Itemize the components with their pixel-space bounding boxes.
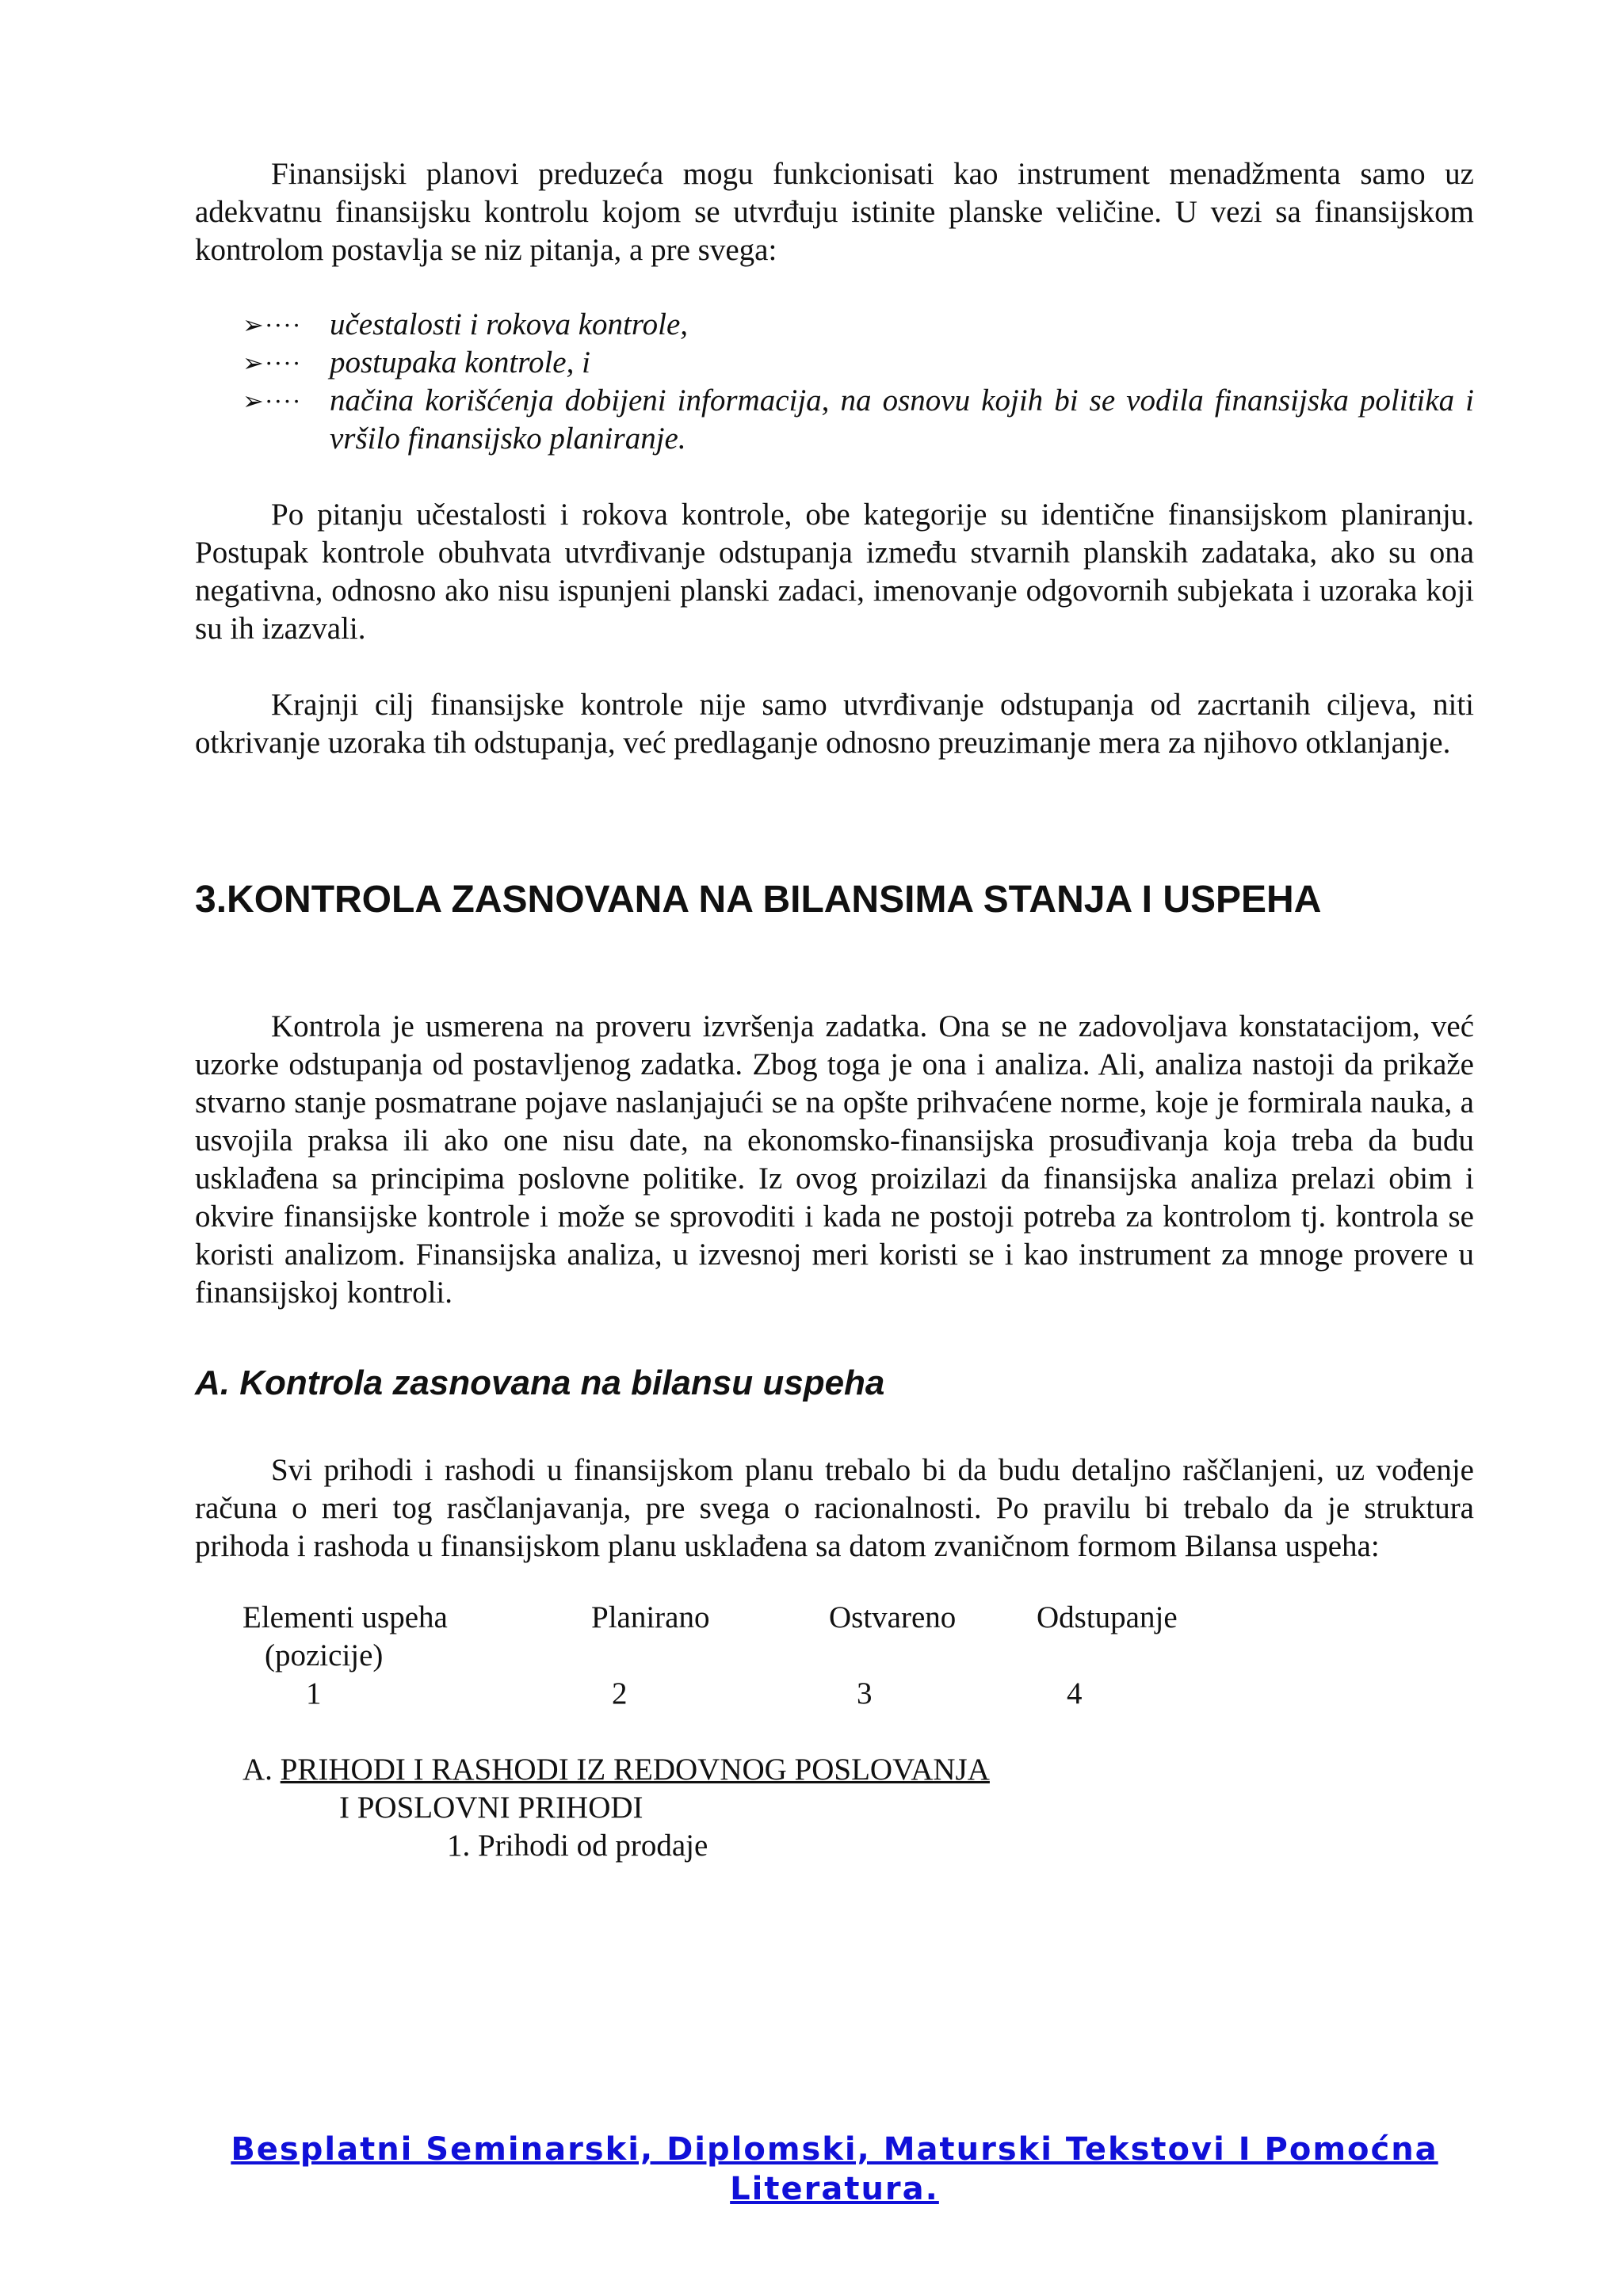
arrow-bullet-icon: ➢···· <box>242 387 302 415</box>
column-number: 2 <box>612 1676 628 1711</box>
column-number: 4 <box>1067 1676 1083 1711</box>
outline-prefix: A. <box>242 1753 281 1787</box>
column-header-realized: Ostvareno <box>829 1600 957 1634</box>
outline-level-i: I POSLOVNI PRIHODI <box>339 1791 643 1825</box>
bullet-item <box>242 344 1474 382</box>
subsection-heading: A. Kontrola zasnovana na bilansu uspeha <box>195 1363 885 1402</box>
outline-item-1: 1. Prihodi od prodaje <box>447 1829 708 1863</box>
bullet-text: postupaka kontrole, i <box>330 345 590 379</box>
footer-link[interactable]: Besplatni Seminarski, Diplomski, Maturski Tekstovi I Pomoćna Literatura. <box>231 2131 1438 2207</box>
balance-table-header <box>195 1599 1474 1718</box>
column-header-subtitle: (pozicije) <box>265 1638 384 1672</box>
document-body <box>195 155 1474 1865</box>
intro-paragraph-1: Finansijski planovi preduzeća mogu funkcionisati kao instrument menadžmenta samo uz adekvatnu finansijsku kontrolu kojom se utvrđuju istinite planske veličine. U vezi sa finansijskom kontrolom postavlja se niz pitanja, a pre svega: <box>195 157 1474 267</box>
subsection-paragraph: Svi prihodi i rashodi u finansijskom planu trebalo bi da budu detaljno raščlanjeni, uz vođenje računa o meri tog rasčlanjavanja, pre svega o racionalnosti. Po pravilu bi trebalo da je struktura prihoda i rashoda u finansijskom planu usklađena sa datom zvaničnom formom Bilansa uspeha: <box>195 1453 1474 1563</box>
arrow-bullet-icon: ➢···· <box>242 311 302 339</box>
outline-a-label: PRIHODI I RASHODI IZ REDOVNOG POSLOVANJA <box>280 1753 990 1787</box>
intro-paragraph-3: Krajnji cilj finansijske kontrole nije samo utvrđivanje odstupanja od zacrtanih ciljeva, niti otkrivanje uzoraka tih odstupanja, već predlaganje odnosno preuzimanje mera za njihovo otklanjanje. <box>195 688 1474 760</box>
bullet-list <box>195 306 1474 458</box>
balance-outline <box>195 1751 1474 1865</box>
section-paragraph: Kontrola je usmerena na proveru izvršenja zadatka. Ona se ne zadovoljava konstatacijom, već uzorke odstupanja od postavljenog zadatka. Zbog toga je ona i analiza. Ali, analiza nastoji da prikaže stvarno stanje posmatrane pojave naslanjajući se na opšte prihvaćene norme, koje je formirala nauka, a usvojila praksa ili ako one nisu date, na ekonomsko-finansijska prosuđivanja koja treba da budu usklađena sa principima poslovne politike. Iz ovog proizilazi da finansijska analiza prelazi obim i okvire finansijske kontrole i može se sprovoditi i kada ne postoji potreba za kontrolom tj. kontrola se koristi analizom. Finansijska analiza, u izvesnoj meri koristi se i kao instrument za mnoge provere u finansijskoj kontroli. <box>195 1009 1474 1310</box>
column-header-planned: Planirano <box>591 1600 710 1634</box>
column-number: 1 <box>306 1676 322 1711</box>
intro-paragraph-2: Po pitanju učestalosti i rokova kontrole, obe kategorije su identične finansijskom planiranju. Postupak kontrole obuhvata utvrđivanje odstupanja između stvarnih planskih zadataka, ako su ona negativna, odnosno ako nisu ispunjeni planski zadaci, imenovanje odgovornih subjekata i uzoraka koji su ih izazvali. <box>195 498 1474 646</box>
bullet-item <box>242 306 1474 344</box>
section-heading: 3.KONTROLA ZASNOVANA NA BILANSIMA STANJA I USPEHA <box>195 879 1322 921</box>
bullet-text: učestalosti i rokova kontrole, <box>330 307 689 341</box>
column-number: 3 <box>857 1676 873 1711</box>
column-header-deviation: Odstupanje <box>1037 1600 1178 1634</box>
outline-level-a <box>195 1751 1474 1789</box>
column-header-elements: Elementi uspeha <box>242 1600 448 1634</box>
bullet-text: načina korišćenja dobijeni informacija, na osnovu kojih bi se vodila finansijska politika i vršilo finansijsko planiranje. <box>330 383 1474 456</box>
arrow-bullet-icon: ➢···· <box>242 349 302 377</box>
bullet-item <box>242 382 1474 458</box>
